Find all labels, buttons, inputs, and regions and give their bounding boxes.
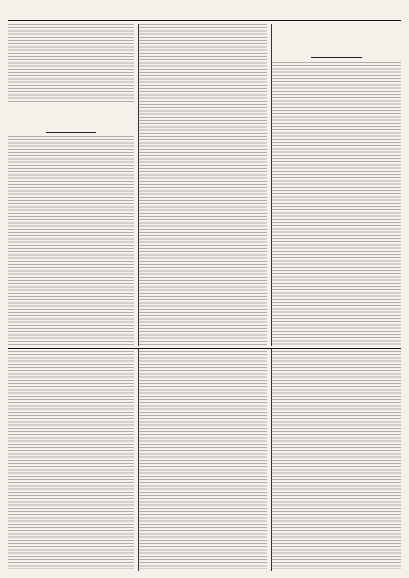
text-block xyxy=(8,24,134,104)
divider xyxy=(311,57,362,58)
upper-columns xyxy=(8,24,401,346)
text-block xyxy=(139,351,268,569)
column-4 xyxy=(8,349,134,571)
text-block xyxy=(272,62,401,346)
text-block xyxy=(8,136,134,346)
column-1 xyxy=(8,24,134,346)
column-3 xyxy=(271,24,401,346)
lower-columns xyxy=(8,348,401,571)
column-6 xyxy=(271,349,401,571)
column-5 xyxy=(138,349,268,571)
divider xyxy=(46,132,96,133)
page-header xyxy=(8,7,401,21)
column-2 xyxy=(138,24,268,346)
text-block xyxy=(8,351,134,569)
text-block xyxy=(139,24,268,346)
newspaper-page xyxy=(8,7,401,564)
text-block xyxy=(272,351,401,569)
